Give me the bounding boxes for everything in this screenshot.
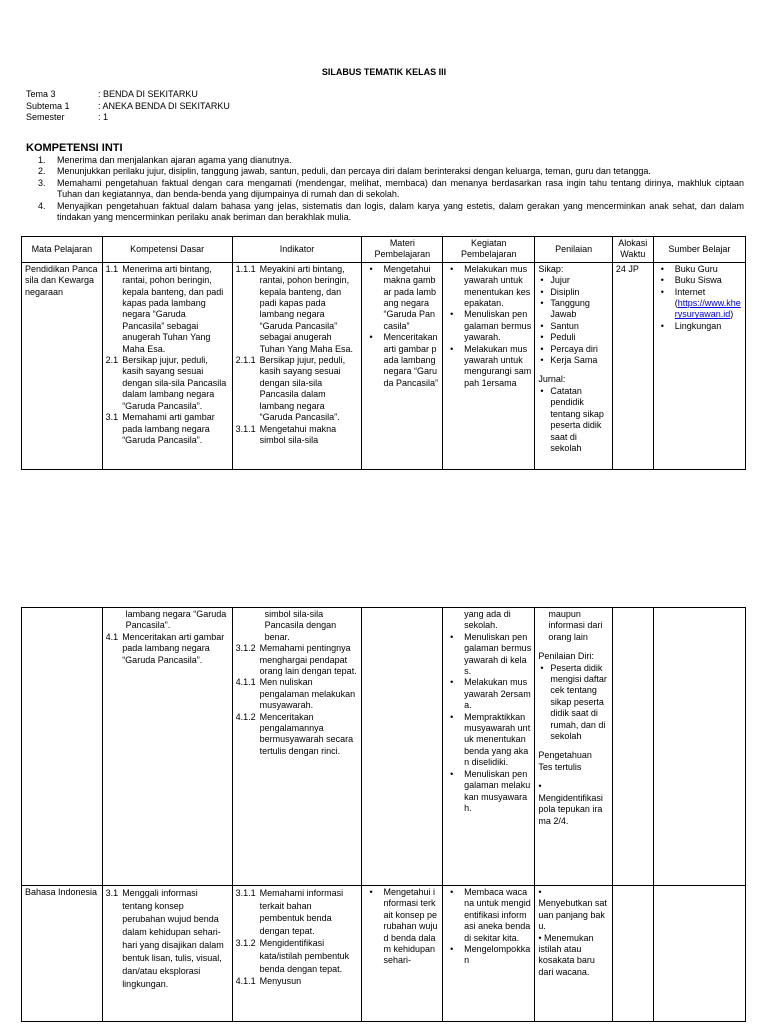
header-sumber: Sumber Belajar — [653, 237, 745, 263]
kd-item — [106, 355, 229, 412]
indikator-number: 4.1.1 — [235, 976, 256, 987]
materi-list — [365, 264, 439, 389]
list-item: • Kerja Sama — [550, 355, 609, 366]
link-paren: ( — [674, 298, 678, 309]
indikator-number: 4.1.2 — [235, 711, 256, 722]
penilaian-continuation: maupun informasi dari orang lain — [548, 609, 603, 642]
cell-indikator — [232, 608, 362, 886]
ki-number: 3. — [38, 177, 46, 188]
cell-kegiatan — [443, 262, 535, 469]
kd-number: 1.1 — [105, 263, 119, 274]
ki-number: 2. — [38, 166, 46, 177]
table-row — [22, 608, 746, 886]
indikator-number: 3.1.1 — [235, 423, 256, 434]
ki-item — [38, 178, 744, 201]
list-item: • Jujur — [550, 275, 609, 286]
indikator-number: 3.1.2 — [235, 643, 256, 654]
header-indikator: Indikator — [232, 237, 362, 263]
list-item: • Santun — [550, 321, 609, 332]
penilaian-diri-list — [538, 663, 609, 743]
meta-semester — [26, 112, 230, 124]
kd-continuation: lambang negara “Garuda Pancasila”. — [125, 609, 227, 631]
indikator-number: 1.1.1 — [235, 263, 256, 274]
list-item: • Mengelompokkan — [464, 944, 531, 967]
penilaian-item: • Menemukan istilah atau kosakata baru dari wacana. — [538, 932, 595, 977]
indikator-text: Menceritakan pengalamannya bermusyawarah secara tertulis dengan rinci. — [259, 711, 354, 756]
list-item: • Mengetahui informasi terkait konsep perubahan wujud benda dalam kehidupan sehari- — [383, 887, 439, 967]
header-materi: Materi Pembelajaran — [362, 237, 443, 263]
indikator-text: Memahami pentingnya menghargai pendapat orang lain dengan tepat. — [259, 643, 357, 677]
syllabus-table-page-2 — [21, 607, 746, 1022]
meta-subtema — [26, 101, 230, 113]
sikap-heading: Sikap: — [538, 263, 564, 274]
indikator-text: Meyakini arti bintang, rantai, pohon beringin, kepala banteng, dan padi kapas pada lambang negara “Garuda Pancasila” sebagai anugerah Tuhan Yang Maha Esa. — [259, 263, 354, 354]
kd-text: Menerima arti bintang, rantai, pohon beringin, kepala banteng, dan padi kapas pada lambang negara “Garuda Pancasila” sebagai anugerah Tuhan Yang Maha Esa. — [122, 263, 224, 354]
cell-materi — [362, 262, 443, 469]
indikator-number: 2.1.1 — [235, 355, 256, 366]
ki-text: Menunjukkan perilaku jujur, disiplin, tanggung jawab, santun, peduli, dan percaya diri dalam berinteraksi dengan keluarga, teman, guru dan tetangga. — [57, 166, 651, 177]
penilaian-diri-heading: Penilaian Diri: — [538, 651, 594, 662]
pengetahuan-heading: Pengetahuan — [538, 750, 592, 761]
meta-value: : 1 — [98, 112, 109, 122]
alokasi-value: 24 JP — [615, 263, 639, 274]
table-header-row — [22, 237, 746, 263]
materi-list — [365, 887, 439, 967]
document-meta — [26, 89, 230, 124]
list-item: • Membaca wacana untuk mengidentifikasi informasi aneka benda di sekitar kita. — [464, 887, 531, 944]
cell-alokasi — [612, 608, 653, 886]
jurnal-heading: Jurnal: — [538, 374, 566, 385]
indikator-text: Men nuliskan pengalaman melakukan musyawarah. — [259, 677, 356, 711]
ki-text: Menyajikan pengetahuan faktual dalam bahasa yang jelas, sistematis dan logis, dalam karya yang estetis, dalam gerakan yang mencerminkan anak sehat, dan dalam tindakan yang mencerminkan perilaku anak beriman dan berakhlak mulia. — [57, 200, 744, 223]
indikator-item — [236, 424, 359, 447]
indikator-item — [236, 712, 359, 758]
indikator-text: Mengetahui makna simbol sila-sila — [259, 423, 337, 445]
cell-penilaian — [535, 262, 613, 469]
list-item: • Peserta didik mengisi daftar cek tentang sikap peserta didik saat di rumah, dan di sekolah — [550, 663, 609, 743]
indikator-item — [236, 937, 359, 975]
kd-number: 3.1 — [105, 888, 119, 898]
cell-kegiatan — [443, 608, 535, 886]
list-item: • Lingkungan — [675, 321, 742, 332]
kompetensi-inti-list — [38, 155, 744, 223]
mapel-text: Bahasa Indonesia — [25, 887, 98, 897]
kd-item — [106, 412, 229, 446]
sikap-list — [538, 275, 609, 366]
pengetahuan-sub: Tes tertulis — [538, 761, 582, 772]
kegiatan-list — [446, 264, 531, 389]
ki-item — [38, 166, 744, 177]
indikator-number: 3.1.2 — [235, 938, 256, 949]
ki-text: Menerima dan menjalankan ajaran agama yang dianutnya. — [57, 155, 292, 165]
table-row — [22, 262, 746, 469]
indikator-number: 4.1.1 — [235, 677, 256, 688]
list-item: • Melakukan musyawarah untuk mengurangi sampah 1ersama — [464, 344, 531, 390]
ki-number: 4. — [38, 200, 46, 211]
meta-key: Tema 3 — [26, 89, 56, 99]
list-item: • Menuliskan pengalaman bermusyawarah di kelas. — [464, 632, 531, 678]
header-mapel: Mata Pelajaran — [22, 237, 103, 263]
cell-penilaian — [535, 608, 613, 886]
list-item: • Percaya diri — [550, 344, 609, 355]
bullet-glyph: • — [538, 887, 542, 897]
pengetahuan-item: Mengidentifikasi pola tepukan irama 2/4. — [538, 792, 603, 826]
indikator-text: Memahami informasi terkait bahan pembentuk benda dengan tepat. — [259, 888, 344, 936]
kd-item — [106, 632, 229, 666]
list-item: • Mempraktikkan musyawarah untuk menentukan benda yang akan diselidiki. — [464, 712, 531, 769]
ki-text: Memahami pengetahuan faktual dengan cara mengamati (mendengar, melihat, membaca) dan menanya berdasarkan rasa ingin tahu tentang dirinya, makhluk ciptaan Tuhan dan kegiatannya, dan benda-benda yang dijumpainya di rumah dan di sekolah. — [57, 177, 744, 200]
meta-key: Subtema 1 — [26, 100, 70, 111]
list-item: • Menuliskan pengalaman bermusyawarah. — [464, 309, 531, 343]
cell-alokasi — [612, 262, 653, 469]
cell-kd — [102, 608, 232, 886]
cell-mapel — [22, 886, 103, 1022]
kd-text: Bersikap jujur, peduli, kasih sayang sesuai dengan sila-sila Pancasila dalam lambang negara “Garuda Pancasila”. — [122, 355, 227, 411]
indikator-text: Bersikap jujur, peduli, kasih sayang sesuai dengan sila-sila Pancasila dalam lambang negara “Garuda Pancasila”. — [259, 355, 346, 423]
list-item: • Buku Siswa — [675, 275, 742, 286]
cell-mapel — [22, 608, 103, 886]
kegiatan-list — [446, 887, 531, 967]
kd-text: Menceritakan arti gambar pada lambang negara “Garuda Pancasila”. — [122, 631, 225, 665]
cell-sumber — [653, 262, 745, 469]
cell-alokasi — [612, 886, 653, 1022]
jurnal-list — [538, 386, 609, 454]
list-item: • Disiplin — [550, 287, 609, 298]
indikator-text: Menyusun — [259, 976, 302, 987]
list-item: • Melakukan musyawarah 2ersama. — [464, 677, 531, 711]
kd-number: 4.1 — [105, 631, 119, 642]
internet-label: Internet — [674, 286, 706, 297]
kd-text: Memahami arti gambar pada lambang negara “Garuda Pancasila”. — [122, 412, 215, 445]
ki-item — [38, 201, 744, 224]
list-item: • Menceritakan arti gambar pada lambang negara “Garuda Pancasila” — [383, 332, 439, 389]
cell-sumber — [653, 886, 745, 1022]
list-item: • Catatan pendidik tentang sikap peserta didik saat di sekolah — [550, 386, 609, 454]
list-item: • Mengetahui makna gambar pada lambang negara “Garuda Pancasila” — [383, 264, 439, 332]
cell-mapel — [22, 262, 103, 469]
source-link[interactable]: https://www.kherysuryawan.id — [674, 298, 741, 320]
cell-kd — [102, 886, 232, 1022]
list-item: • Tanggung Jawab — [550, 298, 609, 321]
indikator-text: Mengidentifikasi kata/istilah pembentuk benda dengan tepat. — [259, 938, 350, 974]
kd-item — [106, 887, 229, 991]
indikator-item — [236, 975, 359, 988]
indikator-number: 3.1.1 — [235, 888, 256, 898]
kegiatan-list — [446, 632, 531, 815]
indikator-continuation: simbol sila-sila Pancasila dengan benar. — [264, 609, 337, 642]
table-row — [22, 886, 746, 1022]
syllabus-table-page-1 — [21, 236, 746, 470]
kegiatan-continuation: yang ada di sekolah. — [464, 609, 511, 631]
penilaian-item: Menyebutkan satuan panjang baku. — [538, 898, 607, 932]
cell-kegiatan — [443, 886, 535, 1022]
penilaian-item-text: Menemukan istilah atau kosakata baru dari wacana. — [538, 932, 595, 977]
cell-materi — [362, 886, 443, 1022]
list-item: • Buku Guru — [675, 264, 742, 275]
link-paren: ) — [730, 309, 734, 320]
kd-item — [106, 264, 229, 355]
indikator-item — [236, 643, 359, 677]
cell-sumber — [653, 608, 745, 886]
ki-item — [38, 155, 744, 166]
cell-indikator — [232, 262, 362, 469]
list-item: • Peduli — [550, 332, 609, 343]
header-alokasi: Alokasi Waktu — [612, 237, 653, 263]
kd-number: 3.1 — [105, 412, 119, 423]
cell-indikator — [232, 886, 362, 1022]
mapel-text: Pendidikan Pancasila dan Kewarganegaraan — [25, 263, 98, 297]
indikator-item — [236, 264, 359, 355]
meta-value: : ANEKA BENDA DI SEKITARKU — [98, 100, 230, 111]
indikator-item — [236, 355, 359, 423]
list-item: • Menuliskan pengalaman melakukan musyawarah. — [464, 769, 531, 815]
kompetensi-inti-heading: KOMPETENSI INTI — [26, 142, 123, 154]
list-item — [675, 287, 742, 321]
kd-text: Menggali informasi tentang konsep perubahan wujud benda dalam kehidupan sehari-hari yang disajikan dalam bentuk lisan, tulis, visual, dan/atau eksplorasi lingkungan. — [122, 888, 224, 989]
document-title: SILABUS TEMATIK KELAS III — [321, 67, 447, 77]
bullet-glyph: • — [538, 781, 542, 792]
sumber-list — [657, 264, 742, 332]
cell-materi — [362, 608, 443, 886]
cell-penilaian — [535, 886, 613, 1022]
indikator-item — [236, 677, 359, 711]
cell-kd — [102, 262, 232, 469]
ki-number: 1. — [38, 155, 46, 165]
meta-value: : BENDA DI SEKITARKU — [98, 89, 198, 99]
header-kd: Kompetensi Dasar — [102, 237, 232, 263]
meta-tema — [26, 89, 230, 101]
indikator-item — [236, 887, 359, 937]
list-item: • Melakukan musyawarah untuk menentukan kesepakatan. — [464, 264, 531, 310]
header-kegiatan: Kegiatan Pembelajaran — [443, 237, 535, 263]
header-penilaian: Penilaian — [535, 237, 613, 263]
kd-number: 2.1 — [105, 355, 119, 366]
meta-key: Semester — [26, 112, 65, 122]
